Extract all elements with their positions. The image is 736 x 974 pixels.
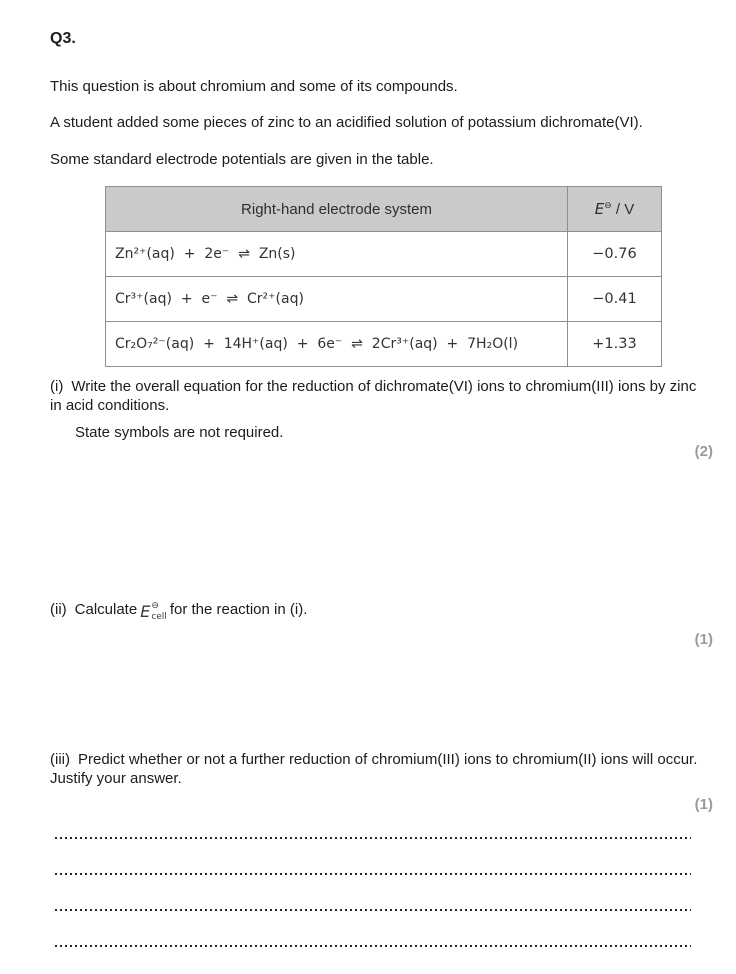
table-row [106,232,662,277]
e-symbol: E [594,200,605,218]
question-ii-label: (ii) [50,601,67,618]
question-i-note: State symbols are not required. [75,424,284,441]
table-row [106,322,662,367]
table-header-system: Right-hand electrode system [106,187,568,232]
question-ii-pre: Calculate [74,601,138,618]
marks-badge: (1) [694,796,713,813]
table-row [106,277,662,322]
table-header-row [106,187,662,232]
answer-line [55,909,691,911]
intro-paragraph: This question is about chromium and some of its compounds. [50,78,458,95]
question-i-label: (i) [50,378,64,395]
equation-cell: Cr₂O₇²⁻(aq) + 14H⁺(aq) + 6e⁻ ⇌ 2Cr³⁺(aq) + 7H₂O(l) [106,322,568,367]
answer-line [55,945,691,947]
question-i [50,377,712,415]
e-cell-subscript: cell [151,612,167,622]
marks-badge: (1) [694,631,713,648]
answer-line [55,837,691,839]
potential-cell: +1.33 [568,322,662,367]
intro-paragraph: Some standard electrode potentials are given in the table. [50,151,434,168]
potential-cell: −0.76 [568,232,662,277]
electrode-potentials-table [105,186,662,367]
question-number: Q3. [50,30,76,47]
intro-paragraph: A student added some pieces of zinc to an acidified solution of potassium dichromate(VI). [50,114,643,131]
question-i-text: Write the overall equation for the reduction of dichromate(VI) ions to chromium(III) ions by zinc in acid conditions. [50,378,697,414]
equation-cell: Zn²⁺(aq) + 2e⁻ ⇌ Zn(s) [106,232,568,277]
question-iii-label: (iii) [50,751,70,768]
marks-badge: (2) [694,443,713,460]
answer-line [55,873,691,875]
question-ii [50,601,307,622]
standard-state-icon: ⊖ [151,601,159,611]
e-cell-symbol [140,602,167,622]
potential-cell: −0.41 [568,277,662,322]
e-unit: / V [611,201,635,218]
standard-state-icon: ⊖ [604,201,612,211]
question-iii-text: Predict whether or not a further reduction of chromium(III) ions to chromium(II) ions will occur. Justify your answer. [50,751,698,787]
question-iii [50,750,712,788]
question-ii-post: for the reaction in (i). [169,601,308,618]
table-header-potential [568,187,662,232]
equation-cell: Cr³⁺(aq) + e⁻ ⇌ Cr²⁺(aq) [106,277,568,322]
e-cell-base: E [140,602,151,621]
